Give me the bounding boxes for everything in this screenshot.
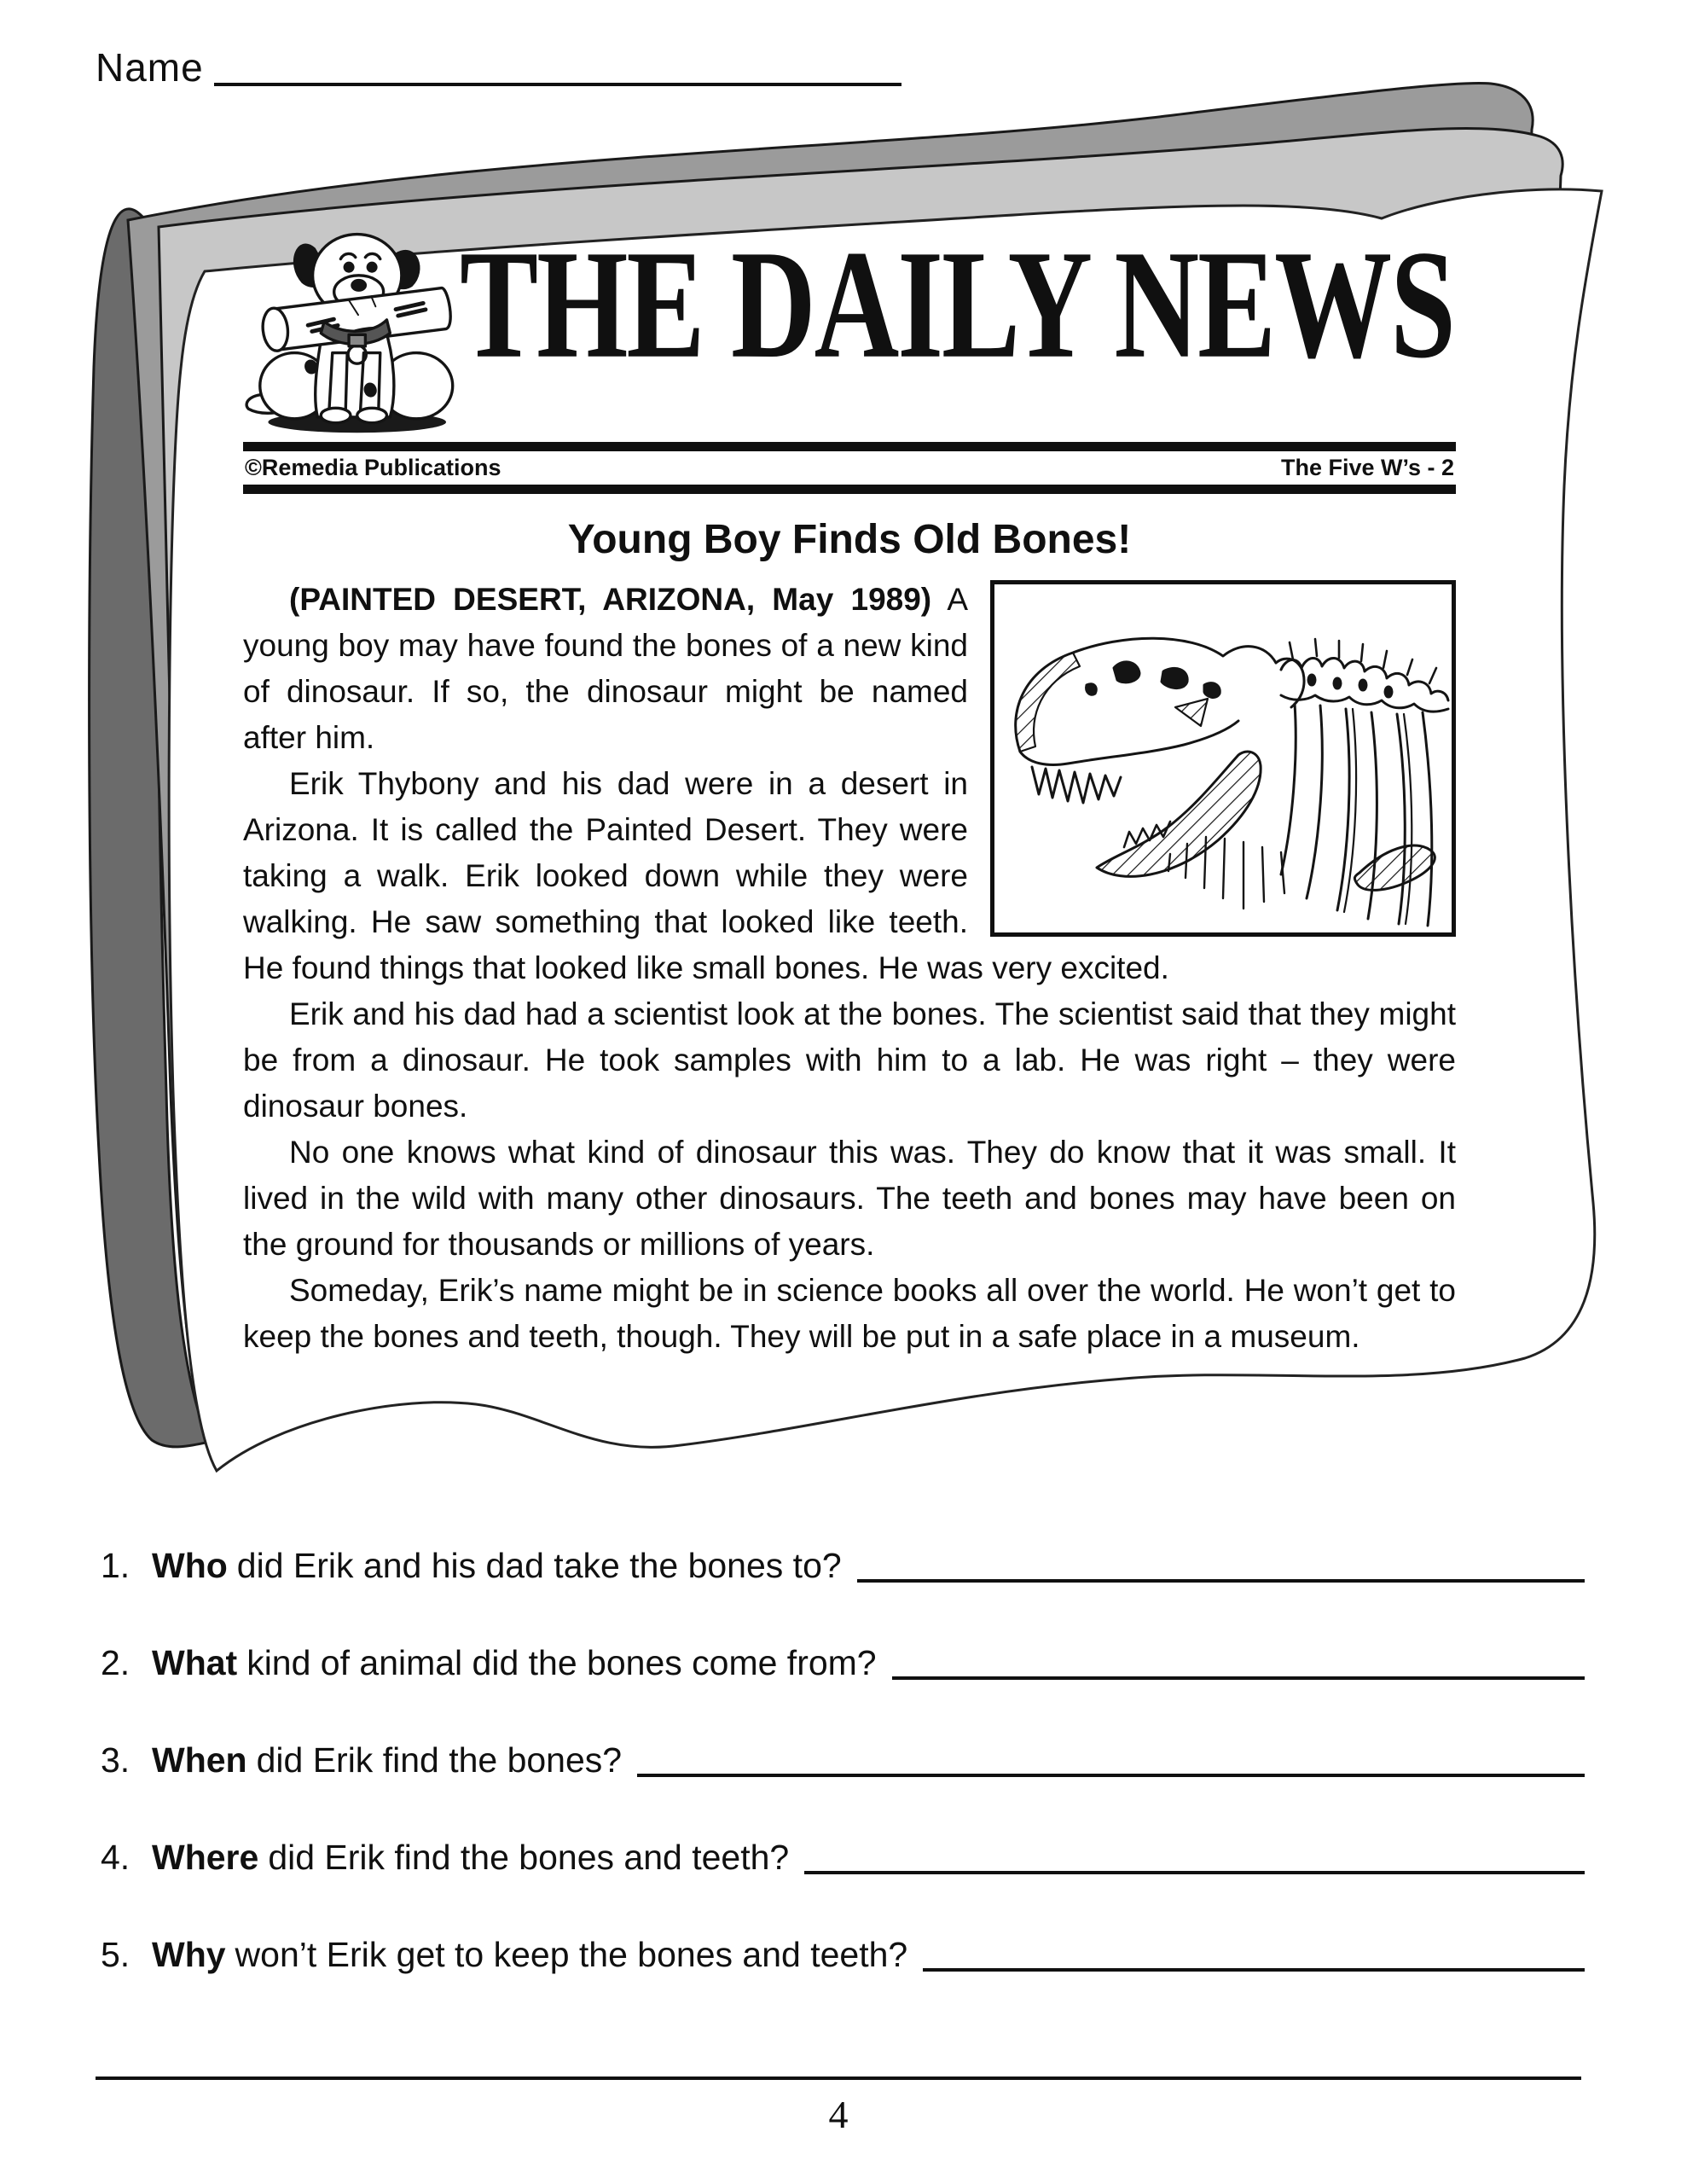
dinosaur-skeleton-illustration — [994, 584, 1452, 932]
dinosaur-skeleton-image — [990, 580, 1456, 937]
article-paragraph-text: Erik Thybony and his dad were in a desert in Arizona. It is called the Painted Desert. They were taking a walk. Erik looked down while they were walking. He saw something that looked like teeth. He found things that looked like small bones. He was very excited. — [243, 766, 1169, 985]
answer-line[interactable] — [804, 1871, 1585, 1874]
question-w-word: Where — [152, 1838, 259, 1877]
article-paragraph-3 — [243, 991, 1456, 1130]
newspaper-title: THE DAILY NEWS — [460, 217, 1454, 390]
answer-line[interactable] — [892, 1676, 1585, 1680]
article-paragraph-text: Someday, Erik’s name might be in science books all over the world. He won’t get to keep the bones and teeth, though. They will be put in a safe place in a museum. — [243, 1273, 1456, 1354]
answer-line[interactable] — [857, 1579, 1585, 1583]
bottom-writing-line[interactable] — [96, 2077, 1581, 2080]
question-text — [152, 1735, 622, 1785]
question-number: 4. — [101, 1838, 130, 1877]
article-body — [243, 577, 1456, 1360]
question-w-word: Why — [152, 1935, 226, 1974]
question-w-word: What — [152, 1643, 238, 1682]
question-row-3 — [101, 1735, 1585, 1785]
question-w-word: Who — [152, 1546, 228, 1585]
answer-line[interactable] — [637, 1774, 1585, 1777]
question-number: 3. — [101, 1740, 130, 1780]
question-text — [152, 1930, 907, 1979]
masthead-credit-bar — [243, 442, 1456, 494]
dalmatian-dog-logo-icon — [235, 200, 467, 439]
question-number: 2. — [101, 1643, 130, 1682]
question-row-1 — [101, 1541, 1585, 1590]
question-row-2 — [101, 1638, 1585, 1687]
question-text — [152, 1833, 789, 1882]
name-label: Name — [96, 45, 204, 90]
edition-label: The Five W’s - 2 — [1280, 455, 1454, 480]
masthead-title-wrap — [458, 217, 1456, 398]
article-paragraph-text: Erik and his dad had a scientist look at the bones. The scientist said that they might be from a dinosaur. He took samples with him to a lab. He was right – they were dinosaur bones. — [243, 996, 1456, 1124]
article-headline: Young Boy Finds Old Bones! — [567, 517, 1132, 562]
question-rest: did Erik find the bones? — [256, 1740, 623, 1780]
question-row-4 — [101, 1833, 1585, 1882]
question-text — [152, 1638, 877, 1687]
question-number: 5. — [101, 1935, 130, 1974]
questions-section — [101, 1541, 1585, 2027]
question-row-5 — [101, 1930, 1585, 1979]
article-paragraph-4 — [243, 1130, 1456, 1268]
article-dateline: (PAINTED DESERT, ARIZONA, May 1989) — [289, 582, 932, 617]
question-number: 1. — [101, 1546, 130, 1585]
question-text — [152, 1541, 842, 1590]
question-rest: did Erik find the bones and teeth? — [268, 1838, 790, 1877]
page-number: 4 — [828, 2093, 849, 2136]
question-w-word: When — [152, 1740, 247, 1780]
article-paragraph-1 — [243, 577, 1456, 761]
question-rest: won’t Erik get to keep the bones and teeth? — [235, 1935, 908, 1974]
article-paragraph-5 — [243, 1268, 1456, 1360]
publisher-credit: ©Remedia Publications — [245, 455, 501, 480]
newspaper-front-page — [243, 198, 1456, 1360]
article-paragraph-text: No one knows what kind of dinosaur this was. They do know that it was small. It lived in the wild with many other dinosaurs. The teeth and bones may have been on the ground for thousands or millions of years. — [243, 1135, 1456, 1262]
question-rest: kind of animal did the bones come from? — [246, 1643, 877, 1682]
masthead — [243, 198, 1456, 442]
article-paragraph-text: A young boy may have found the bones of a new kind of dinosaur. If so, the dinosaur might be named after him. — [243, 582, 968, 755]
answer-line[interactable] — [923, 1968, 1585, 1972]
question-rest: did Erik and his dad take the bones to? — [236, 1546, 842, 1585]
